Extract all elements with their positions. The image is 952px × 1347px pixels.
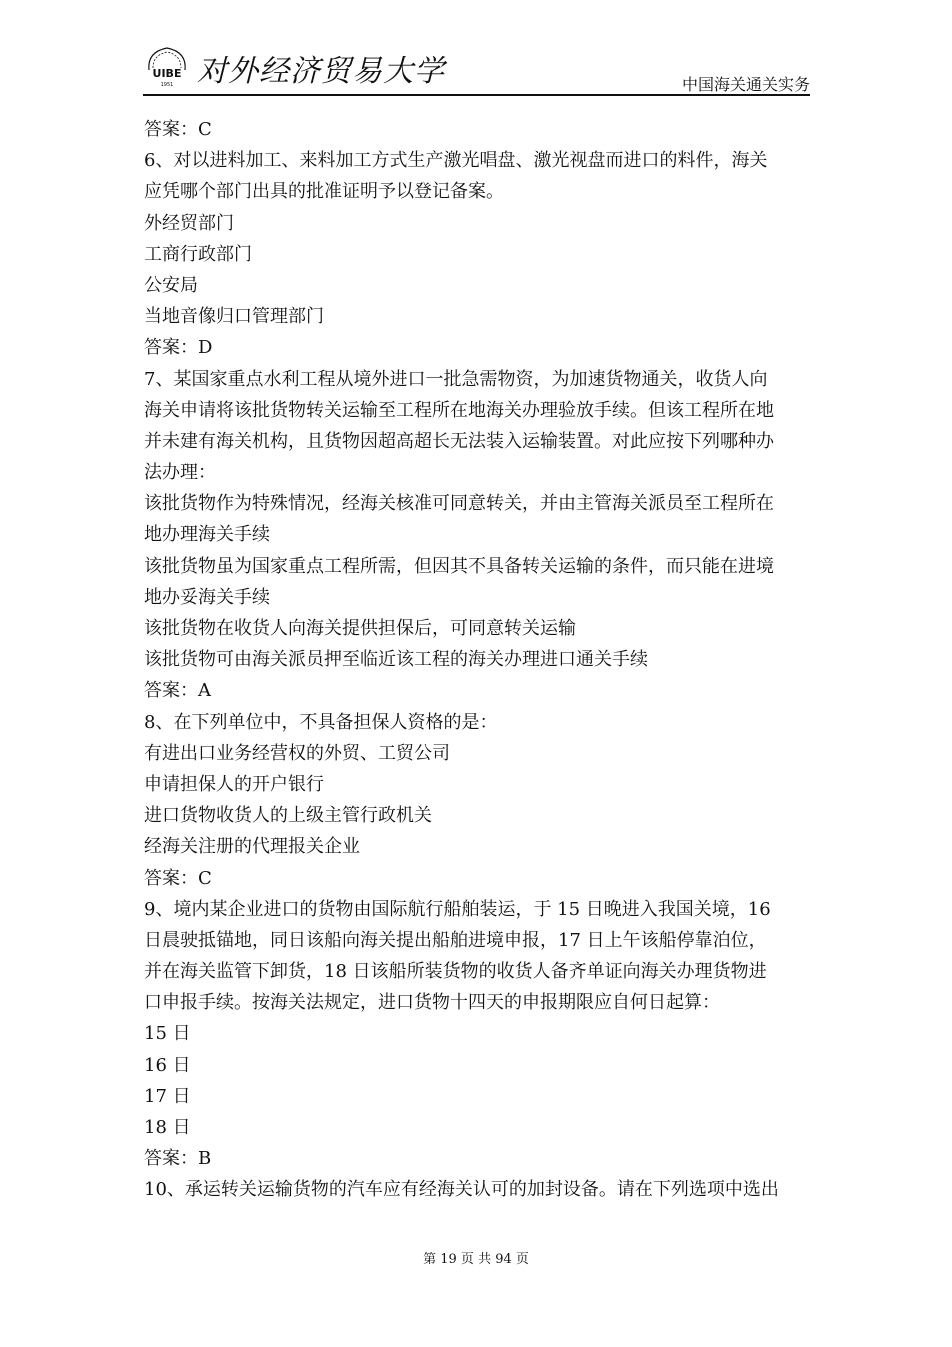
- answer-line: 答案：D: [144, 337, 213, 359]
- question-line: 海关申请将该批货物转关运输至工程所在地海关办理验放手续。但该工程所在地: [144, 399, 774, 421]
- page-header: [143, 38, 810, 98]
- option-line: 有进出口业务经营权的外贸、工贸公司: [144, 742, 450, 764]
- answer-line: 答案：B: [144, 1148, 212, 1170]
- option-line: 申请担保人的开户银行: [144, 773, 324, 795]
- header-rule: [143, 94, 810, 96]
- page-content: [144, 114, 814, 1206]
- text-line: 答案：C: [144, 119, 212, 140]
- option-line: 外经贸部门: [144, 212, 234, 234]
- option-line: 进口货物收货人的上级主管行政机关: [144, 805, 432, 827]
- page-number: 第 19 页 共 94 页: [423, 1252, 529, 1267]
- answer-line: 答案：C: [144, 867, 212, 889]
- university-logo-icon: [143, 44, 191, 88]
- question-line: 并在海关监管下卸货，18 日该船所装货物的收货人备齐单证向海关办理货物进: [144, 961, 767, 983]
- question-line: 法办理：: [144, 462, 216, 484]
- question-line: 7、某国家重点水利工程从境外进口一批急需物资，为加速货物通关，收货人向: [144, 368, 768, 390]
- option-line: 该批货物虽为国家重点工程所需，但因其不具备转关运输的条件，而只能在进境: [144, 555, 774, 577]
- answer-line: 答案：A: [144, 680, 211, 702]
- option-line: 18 日: [144, 1117, 191, 1138]
- university-name: 对外经济贸易大学: [197, 54, 445, 89]
- question-line: 10、承运转关运输货物的汽车应有经海关认可的加封设备。请在下列选项中选出: [144, 1179, 779, 1201]
- question-line: 9、境内某企业进口的货物由国际航行船舶装运，于 15 日晚进入我国关境，16: [144, 898, 771, 920]
- option-line: 工商行政部门: [144, 243, 252, 265]
- logo-text: UIBE: [152, 67, 182, 80]
- question-line: 6、对以进料加工、来料加工方式生产激光唱盘、激光视盘而进口的料件，海关: [144, 150, 768, 172]
- question-line: 8、在下列单位中，不具备担保人资格的是：: [144, 711, 498, 733]
- option-line: 经海关注册的代理报关企业: [144, 836, 360, 858]
- option-line: 地办理海关手续: [144, 524, 270, 546]
- option-line: 公安局: [144, 274, 198, 296]
- option-line: 17 日: [144, 1085, 191, 1107]
- question-line: 日晨驶抵锚地，同日该船向海关提出船舶进境申报，17 日上午该船停靠泊位，: [144, 929, 767, 951]
- option-line: 15 日: [144, 1023, 191, 1045]
- option-line: 该批货物在收货人向海关提供担保后，可同意转关运输: [144, 618, 576, 639]
- question-line: 口申报手续。按海关法规定，进口货物十四天的申报期限应自何日起算：: [144, 992, 720, 1014]
- option-line: 16 日: [144, 1054, 191, 1076]
- option-line: 地办妥海关手续: [144, 586, 270, 608]
- option-line: 该批货物可由海关派员押至临近该工程的海关办理进口通关手续: [144, 649, 648, 671]
- question-line: 应凭哪个部门出具的批准证明予以登记备案。: [144, 181, 504, 203]
- option-line: 该批货物作为特殊情况，经海关核准可同意转关，并由主管海关派员至工程所在: [144, 493, 774, 515]
- question-line: 并未建有海关机构，且货物因超高超长无法装入运输装置。对此应按下列哪种办: [144, 430, 774, 452]
- course-title: 中国海关通关实务: [681, 75, 810, 94]
- option-line: 当地音像归口管理部门: [144, 306, 324, 328]
- logo-year: 1951: [160, 82, 174, 88]
